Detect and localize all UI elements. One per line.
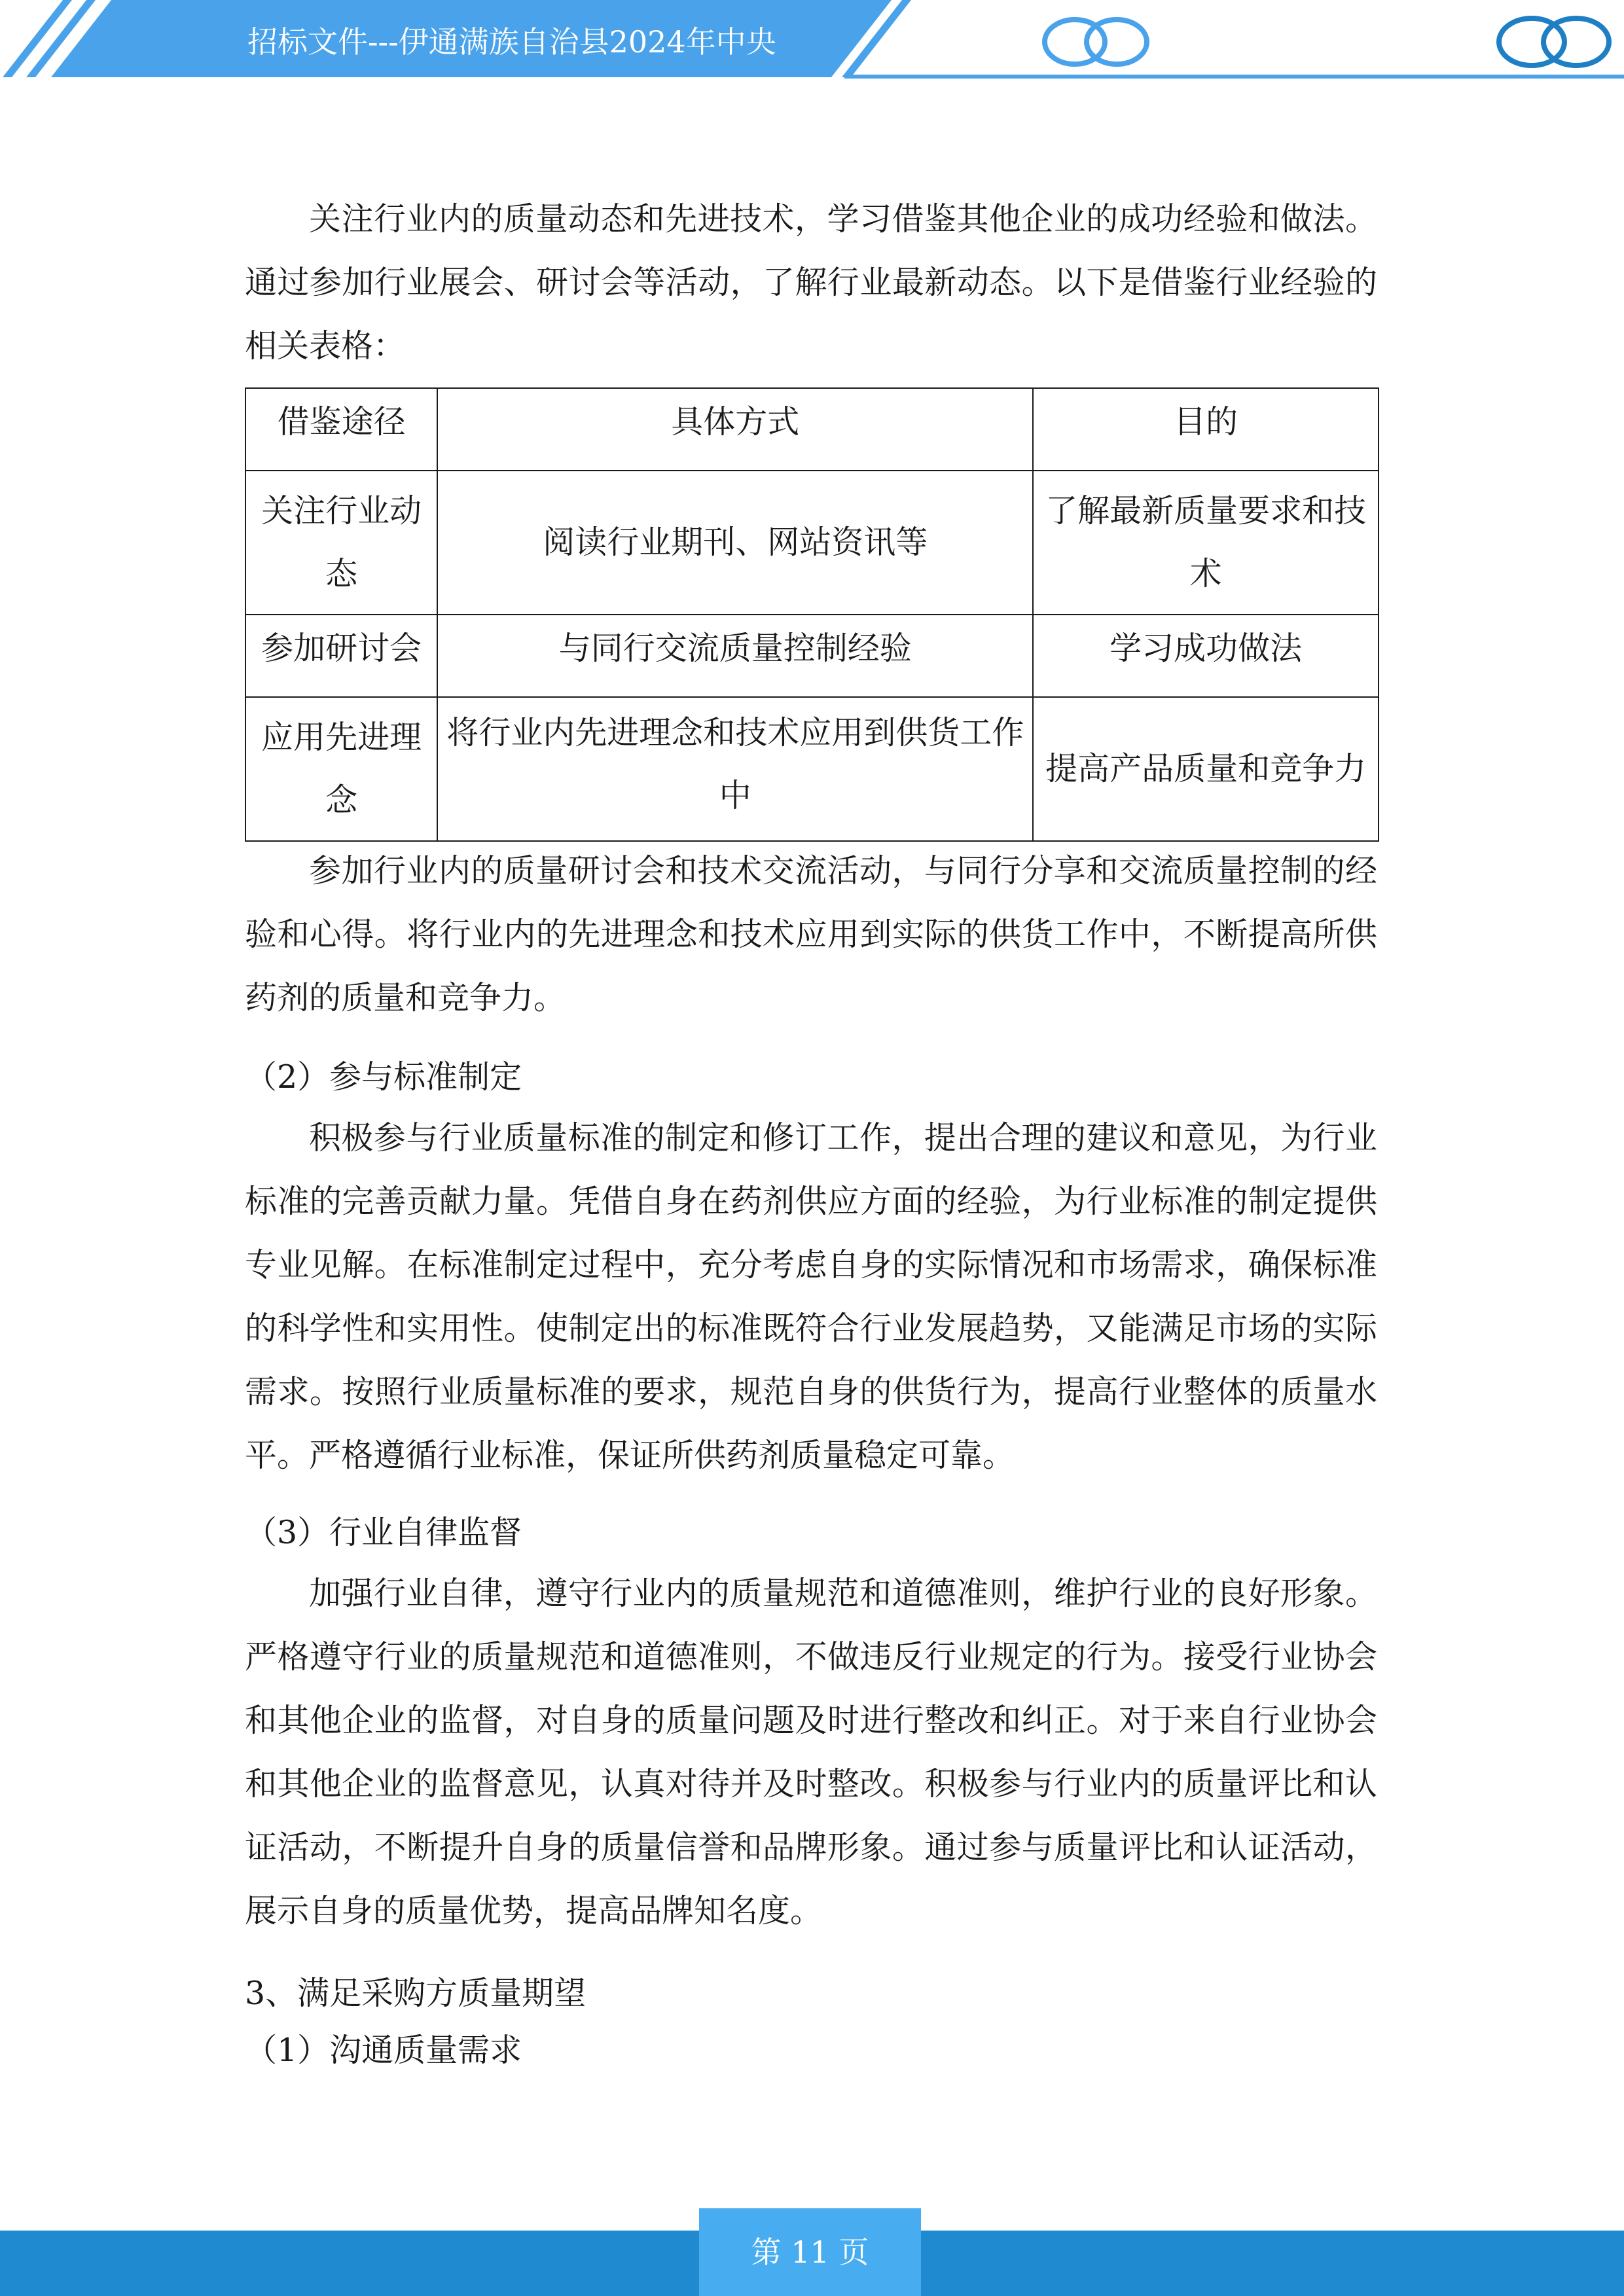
heading-quality-needs: （1）沟通质量需求 xyxy=(245,2032,522,2069)
table-cell: 参加研讨会 xyxy=(245,615,437,697)
table-header-row xyxy=(245,388,1379,471)
table-row xyxy=(245,697,1379,841)
paragraph-standard-setting: 积极参与行业质量标准的制定和修订工作，提出合理的建议和意见，为行业标准的完善贡献力量。凭借自身在药剂供应方面的经验，为行业标准的制定提供专业见解。在标准制定过程中，充分考虑自身的实际情况和市场需求，确保标准的科学性和实用性。使制定出的标准既符合行业发展趋势，又能满足市场的实际需求。按照行业质量标准的要求，规范自身的供货行为，提高行业整体的质量水平。严格遵循行业标准，保证所供药剂质量稳定可靠。 xyxy=(245,1119,1377,1474)
heading-section-3: 3、满足采购方质量期望 xyxy=(245,1975,586,2012)
header-banner xyxy=(0,0,1624,85)
table-header-cell: 目的 xyxy=(1033,388,1379,471)
table-cell: 与同行交流质量控制经验 xyxy=(437,615,1033,697)
table-cell: 关注行业动态 xyxy=(245,471,437,615)
rings-logo-middle-icon xyxy=(1045,20,1147,64)
table-cell: 将行业内先进理念和技术应用到供货工作中 xyxy=(437,697,1033,841)
table-cell: 了解最新质量要求和技术 xyxy=(1033,471,1379,615)
heading-standard-setting: （2）参与标准制定 xyxy=(245,1058,522,1096)
table-cell: 提高产品质量和竞争力 xyxy=(1033,697,1379,841)
experience-reference-table xyxy=(245,387,1379,842)
table-row xyxy=(245,471,1379,615)
rings-logo-right-icon xyxy=(1499,18,1609,65)
paragraph-industry-dynamics: 关注行业内的质量动态和先进技术，学习借鉴其他企业的成功经验和做法。通过参加行业展会、研讨会等活动，了解行业最新动态。以下是借鉴行业经验的相关表格： xyxy=(245,200,1377,365)
table-cell: 阅读行业期刊、网站资讯等 xyxy=(437,471,1033,615)
page-header xyxy=(0,0,1624,85)
page-number: 第 11 页 xyxy=(751,2234,869,2270)
header-title: 招标文件---伊通满族自治县2024年中央 xyxy=(247,24,776,60)
table-cell: 应用先进理念 xyxy=(245,697,437,841)
paragraph-self-discipline: 加强行业自律，遵守行业内的质量规范和道德准则，维护行业的良好形象。严格遵守行业的质量规范和道德准则，不做违反行业规定的行为。接受行业协会和其他企业的监督，对自身的质量问题及时进行整改和纠正。对于来自行业协会和其他企业的监督意见，认真对待并及时整改。积极参与行业内的质量评比和认证活动，不断提升自身的质量信誉和品牌形象。通过参与质量评比和认证活动，展示自身的质量优势，提高品牌知名度。 xyxy=(245,1575,1377,1929)
table-header-cell: 具体方式 xyxy=(437,388,1033,471)
table-header-cell: 借鉴途径 xyxy=(245,388,437,471)
paragraph-seminar-exchange: 参加行业内的质量研讨会和技术交流活动，与同行分享和交流质量控制的经验和心得。将行业内的先进理念和技术应用到实际的供货工作中，不断提高所供药剂的质量和竞争力。 xyxy=(245,852,1377,1016)
heading-self-discipline: （3）行业自律监督 xyxy=(245,1514,522,1551)
table-row xyxy=(245,615,1379,697)
table-cell: 学习成功做法 xyxy=(1033,615,1379,697)
